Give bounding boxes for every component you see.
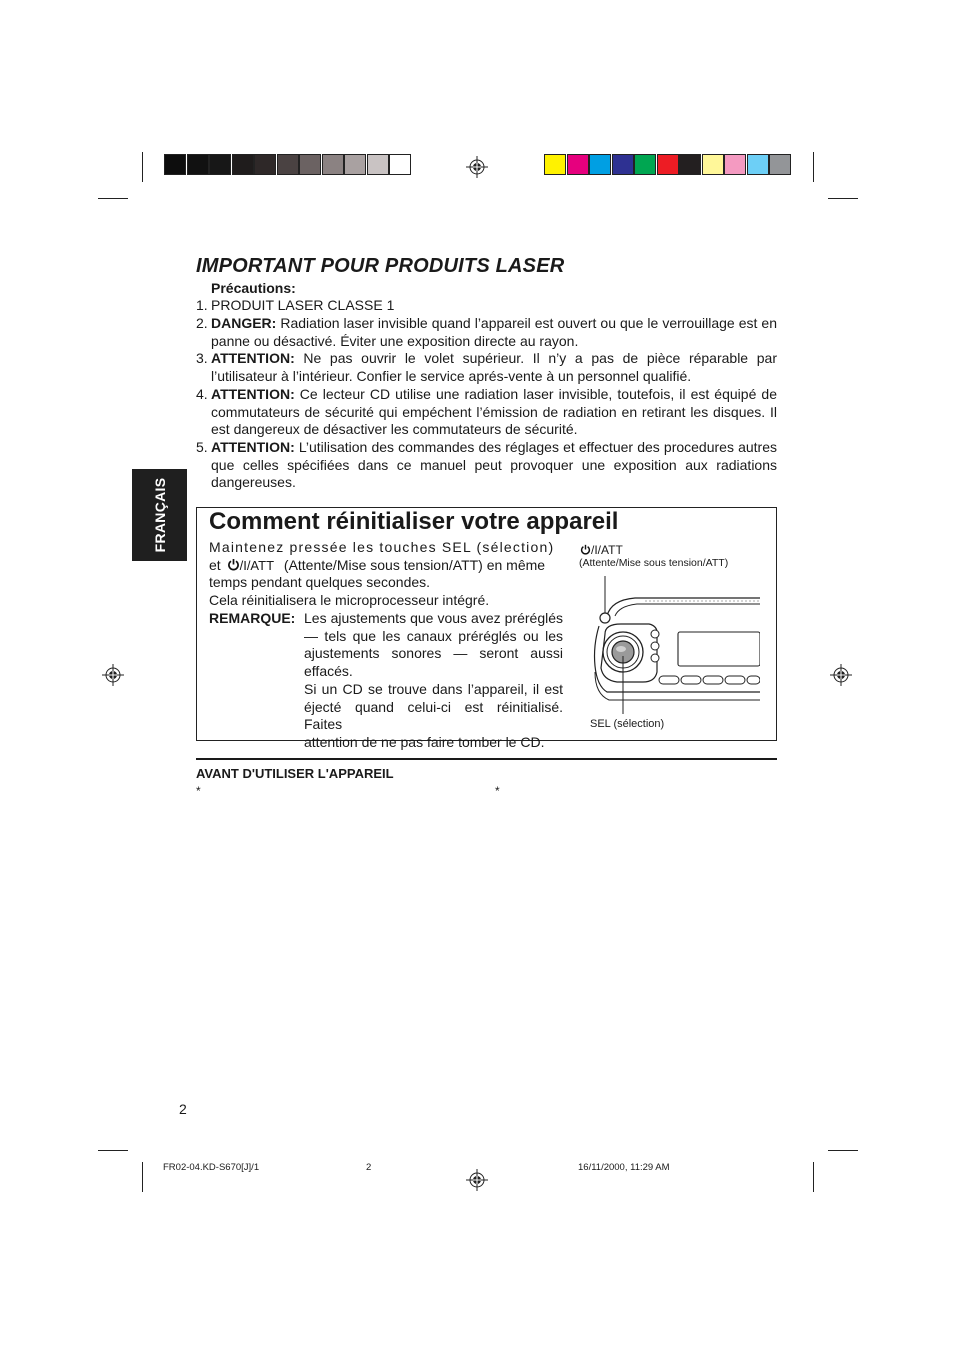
crop-mark — [142, 1162, 143, 1192]
item-number: 1. — [196, 297, 208, 313]
item-number: 5. — [196, 439, 208, 455]
crop-mark — [813, 152, 814, 182]
reset-paragraph-rest: (Attente/Mise sous tension/ATT) en même — [283, 557, 546, 573]
color-swatch — [254, 154, 276, 175]
footer-page: 2 — [366, 1162, 372, 1173]
item-text — [211, 297, 777, 315]
color-swatch — [634, 154, 656, 175]
registration-mark-icon — [466, 1169, 488, 1191]
remarque-line: attention de ne pas faire tomber le CD. — [304, 733, 545, 750]
remarque-line: Si un CD se trouve dans l’appareil, il est — [304, 680, 563, 697]
item-label: ATTENTION: — [211, 386, 295, 402]
color-swatch — [209, 154, 231, 175]
remarque-line: ajustements sonores — seront aussi — [304, 645, 563, 662]
slash-i-glyph: /I — [239, 558, 247, 573]
item-number: 2. — [196, 315, 208, 331]
color-swatch — [724, 154, 746, 175]
crop-mark — [828, 1150, 858, 1151]
reset-paragraph-line: Cela réinitialisera le microprocesseur intégré. — [209, 592, 490, 608]
item-body: Ne pas ouvrir le volet supérieur. Il n’y a pas de pièce réparable par l’utilisateur à l’intérieur. Confier le service aprés-vente à un personnel qualifié. — [211, 350, 777, 384]
item-label: ATTENTION: — [211, 439, 295, 455]
color-swatch — [657, 154, 679, 175]
item-text — [211, 386, 777, 439]
power-icon — [580, 544, 591, 555]
reset-paragraph-line — [209, 557, 545, 573]
registration-mark-icon — [830, 664, 852, 686]
remarque-label: REMARQUE: — [209, 610, 296, 626]
section-title: IMPORTANT POUR PRODUITS LASER — [196, 255, 565, 277]
item-body: L’utilisation des commandes des réglages et effectuer des procedures autres que celles spécifiées dans ce manuel peut provoquer une exposition aux radiations dangereuses. — [211, 439, 777, 491]
color-swatch — [164, 154, 186, 175]
slash-i-glyph: /I — [591, 543, 598, 557]
reset-paragraph-line: temps pendant quelques secondes. — [209, 574, 431, 590]
reset-paragraph-line: Maintenez pressée les touches SEL (sélection) — [209, 539, 555, 555]
crop-mark — [142, 152, 143, 182]
item-label: DANGER: — [211, 315, 277, 331]
color-swatch — [367, 154, 389, 175]
color-swatch — [344, 154, 366, 175]
remarque-line: — tels que les canaux préréglés ou les — [304, 627, 563, 644]
reset-title: Comment réinitialiser votre appareil — [209, 508, 619, 535]
language-tab-label: FRANÇAIS — [151, 477, 168, 553]
color-swatch — [277, 154, 299, 175]
color-swatch — [567, 154, 589, 175]
car-stereo-illustration — [585, 576, 760, 726]
remarque-text — [304, 610, 563, 752]
crop-mark — [98, 1150, 128, 1151]
section-divider — [196, 758, 777, 760]
att-text: /ATT — [597, 543, 623, 557]
item-number: 3. — [196, 350, 208, 366]
remarque-line: effacés. — [304, 663, 353, 680]
color-swatch — [299, 154, 321, 175]
asterisk-marker: * — [495, 784, 500, 798]
color-swatch — [589, 154, 611, 175]
registration-mark-icon — [102, 664, 124, 686]
color-swatch — [232, 154, 254, 175]
remarque-line: Les ajustements que vous avez préréglés — [304, 610, 563, 626]
language-tab — [132, 469, 187, 561]
color-swatch — [769, 154, 791, 175]
et-word: et — [209, 557, 221, 573]
power-icon — [227, 558, 240, 571]
color-swatch — [544, 154, 566, 175]
crop-mark — [98, 198, 128, 199]
color-swatch — [612, 154, 634, 175]
crop-mark — [828, 198, 858, 199]
remarque-line: éjecté quand celui-ci est réinitialisé. Faites — [304, 698, 563, 733]
color-swatch — [702, 154, 724, 175]
asterisk-marker: * — [196, 784, 201, 798]
item-number: 4. — [196, 386, 208, 402]
precautions-label: Précautions: — [211, 280, 296, 296]
color-swatch — [389, 154, 411, 175]
item-body: Radiation laser invisible quand l’appareil est ouvert ou que le verrouillage est en panne ou désactivé. Éviter une exposition directe au rayon. — [211, 315, 777, 349]
item-body: Ce lecteur CD utilise une radiation laser invisible, toutefois, il est équipé de commutateurs de sécurité qui empéchent l’émission de radiation en retirant les disques. Il est dangereux de désactiver les commutateurs de sécurité. — [211, 386, 777, 438]
bottom-heading: AVANT D'UTILISER L'APPAREIL — [196, 766, 394, 781]
page-number: 2 — [179, 1101, 187, 1117]
footer-timestamp: 16/11/2000, 11:29 AM — [578, 1162, 670, 1173]
diagram-att-caption: (Attente/Mise sous tension/ATT) — [579, 557, 729, 569]
item-text — [211, 439, 777, 492]
registration-mark-icon — [466, 156, 488, 178]
item-label: ATTENTION: — [211, 350, 295, 366]
footer-filename: FR02-04.KD-S670[J]/1 — [163, 1162, 260, 1173]
crop-mark — [813, 1162, 814, 1192]
color-swatch — [679, 154, 701, 175]
item-text — [211, 350, 777, 385]
diagram-sel-caption: SEL (sélection) — [590, 718, 665, 730]
color-swatch — [322, 154, 344, 175]
diagram-att-label — [580, 543, 623, 557]
color-swatch — [747, 154, 769, 175]
item-body: PRODUIT LASER CLASSE 1 — [211, 297, 395, 313]
color-swatch — [187, 154, 209, 175]
att-label: /ATT — [246, 558, 275, 573]
item-text — [211, 315, 777, 350]
